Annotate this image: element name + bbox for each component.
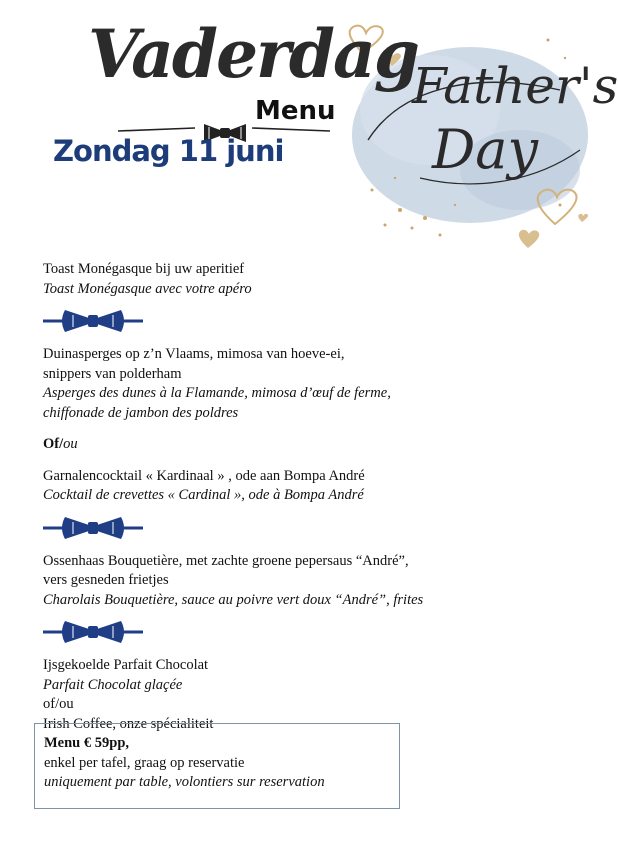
aperitif-fr: Toast Monégasque avec votre apéro xyxy=(43,280,252,297)
or-label-fr: ou xyxy=(63,436,78,452)
reservation-nl: enkel per tafel, graag op reservatie xyxy=(44,754,245,771)
bowtie-icon xyxy=(43,307,143,335)
price-box xyxy=(34,723,400,809)
starter1-fr-line1: Asperges des dunes à la Flamande, mimosa d’œuf de ferme, xyxy=(43,385,391,401)
starter1-nl-line2: snippers van polderham xyxy=(43,365,182,382)
main-nl-line1: Ossenhaas Bouquetière, met zachte groene pepersaus “André”, xyxy=(43,552,409,569)
aperitif-nl: Toast Monégasque bij uw aperitief xyxy=(43,261,245,277)
starter1-fr-line2: chiffonade de jambon des poldres xyxy=(43,404,239,421)
menu-label: Menu xyxy=(255,96,336,126)
header-line-left xyxy=(118,128,195,131)
or-label-nl: Of/ xyxy=(43,436,64,452)
dessert-alt: Irish Coffee, onze spécialiteit xyxy=(43,715,214,732)
or-label xyxy=(43,435,543,455)
dessert-nl: Ijsgekoelde Parfait Chocolat xyxy=(43,657,209,673)
page-title: Vaderdag xyxy=(88,15,418,93)
english-title-line2: Day xyxy=(432,118,538,181)
bowtie-icon xyxy=(43,618,143,646)
starter2-nl: Garnalencocktail « Kardinaal » , ode aan Bompa André xyxy=(43,467,365,484)
reservation-fr: uniquement par table, volontiers sur reservation xyxy=(44,774,325,790)
menu-content xyxy=(43,260,543,734)
dessert-fr: Parfait Chocolat glaçée xyxy=(43,676,183,693)
dessert-or: of/ou xyxy=(43,696,74,712)
bowtie-icon xyxy=(43,514,143,542)
event-date: Zondag 11 juni xyxy=(53,134,284,168)
price-label: Menu € 59pp, xyxy=(44,735,130,751)
starter1-nl-line1: Duinasperges op z’n Vlaams, mimosa van hoeve-ei, xyxy=(43,346,345,362)
bowtie-divider xyxy=(43,514,543,542)
heart-icon xyxy=(519,230,539,248)
english-title-line1: Father's xyxy=(412,57,618,115)
main-nl-line2: vers gesneden frietjes xyxy=(43,572,169,588)
heart-icon xyxy=(578,214,588,222)
starter2-fr: Cocktail de crevettes « Cardinal », ode à Bompa André xyxy=(43,487,364,503)
main-fr: Charolais Bouquetière, sauce au poivre vert doux “André”, frites xyxy=(43,591,424,608)
header-line-right xyxy=(252,128,330,131)
bowtie-divider xyxy=(43,307,543,335)
bowtie-divider xyxy=(43,618,543,646)
